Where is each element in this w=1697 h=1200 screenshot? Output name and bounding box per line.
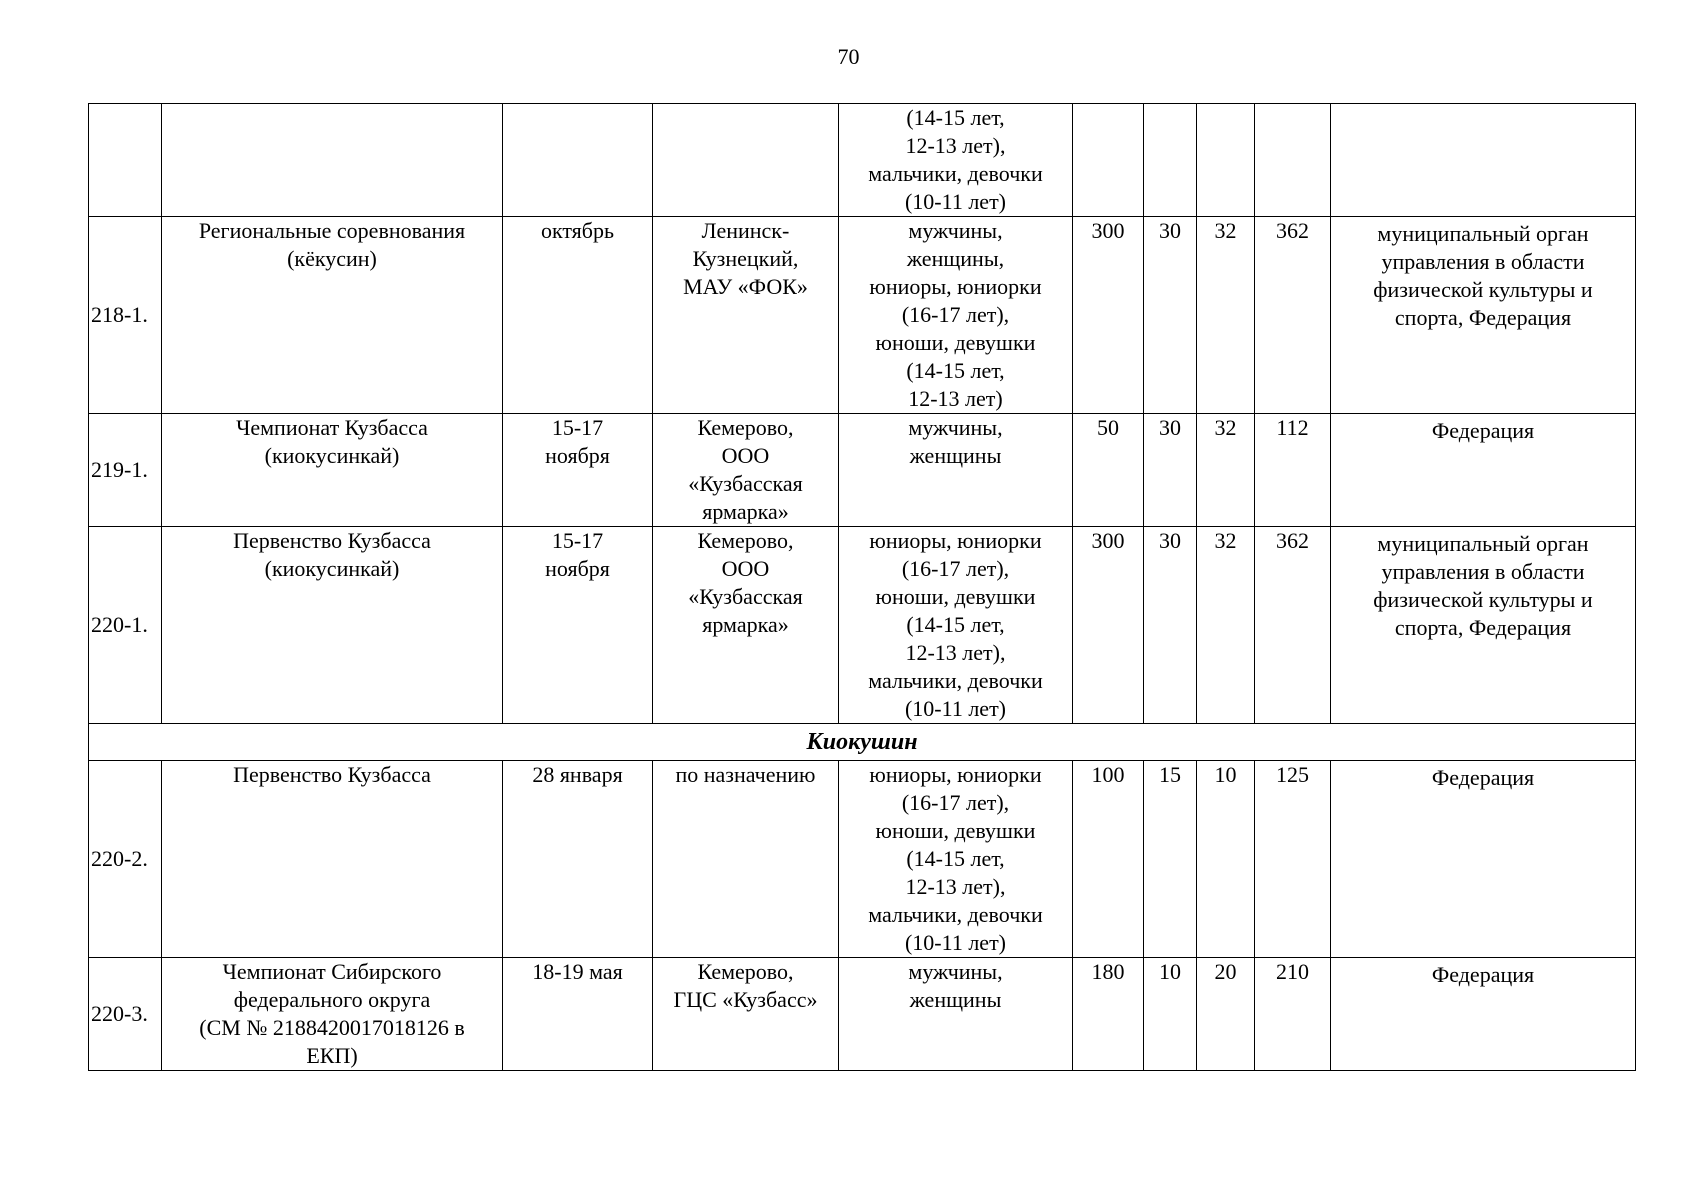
count-total: 362 [1255,527,1331,724]
event-date: октябрь [503,217,653,414]
count-cell: 100 [1073,761,1144,958]
event-participants: мужчины, женщины [839,414,1073,527]
count-total [1255,104,1331,217]
table-row [89,414,1636,527]
event-date: 28 января [503,761,653,958]
count-cell: 300 [1073,527,1144,724]
count-cell [1197,104,1255,217]
event-organizer: Федерация [1331,761,1636,958]
count-cell: 50 [1073,414,1144,527]
event-organizer: муниципальный орган управления в области физической культуры и спорта, Федерация [1331,217,1636,414]
count-cell: 32 [1197,527,1255,724]
row-number: 220-1. [89,527,162,724]
event-place: Кемерово, ГЦС «Кузбасс» [653,958,839,1071]
count-cell: 30 [1144,217,1197,414]
count-total: 112 [1255,414,1331,527]
count-cell: 30 [1144,414,1197,527]
count-cell: 20 [1197,958,1255,1071]
count-cell: 10 [1144,958,1197,1071]
count-cell: 32 [1197,414,1255,527]
event-date: 18-19 мая [503,958,653,1071]
event-organizer: Федерация [1331,958,1636,1071]
event-name: Чемпионат Сибирского федерального округа (СМ № 2188420017018126 в ЕКП) [162,958,503,1071]
event-place [653,104,839,217]
event-name: Первенство Кузбасса [162,761,503,958]
table-row [89,217,1636,414]
count-cell [1144,104,1197,217]
count-cell: 180 [1073,958,1144,1071]
event-name: Региональные соревнования (кёкусин) [162,217,503,414]
event-organizer [1331,104,1636,217]
event-participants: мужчины, женщины, юниоры, юниорки (16-17 лет), юноши, девушки (14-15 лет, 12-13 лет) [839,217,1073,414]
row-number: 220-3. [89,958,162,1071]
event-participants: юниоры, юниорки (16-17 лет), юноши, девушки (14-15 лет, 12-13 лет), мальчики, девочки (10-11 лет) [839,527,1073,724]
count-cell: 300 [1073,217,1144,414]
page-number: 70 [837,44,860,69]
count-total: 125 [1255,761,1331,958]
event-place: Кемерово, ООО «Кузбасская ярмарка» [653,414,839,527]
count-total: 210 [1255,958,1331,1071]
event-name: Чемпионат Кузбасса (киокусинкай) [162,414,503,527]
section-title: Киокушин [89,724,1636,761]
events-table [88,103,1636,1071]
row-number: 218-1. [89,217,162,414]
section-row [89,724,1636,761]
event-name [162,104,503,217]
event-participants: юниоры, юниорки (16-17 лет), юноши, девушки (14-15 лет, 12-13 лет), мальчики, девочки (10-11 лет) [839,761,1073,958]
event-date [503,104,653,217]
count-cell: 15 [1144,761,1197,958]
event-organizer: Федерация [1331,414,1636,527]
count-cell: 30 [1144,527,1197,724]
event-participants: (14-15 лет, 12-13 лет), мальчики, девочки (10-11 лет) [839,104,1073,217]
count-cell: 10 [1197,761,1255,958]
table-row [89,958,1636,1071]
event-participants: мужчины, женщины [839,958,1073,1071]
row-number: 220-2. [89,761,162,958]
event-date: 15-17 ноября [503,527,653,724]
count-cell [1073,104,1144,217]
count-cell: 32 [1197,217,1255,414]
event-place: Ленинск- Кузнецкий, МАУ «ФОК» [653,217,839,414]
count-total: 362 [1255,217,1331,414]
table-row [89,761,1636,958]
event-organizer: муниципальный орган управления в области физической культуры и спорта, Федерация [1331,527,1636,724]
table-row [89,104,1636,217]
row-number: 219-1. [89,414,162,527]
event-place: по назначению [653,761,839,958]
table-row [89,527,1636,724]
event-name: Первенство Кузбасса (киокусинкай) [162,527,503,724]
event-date: 15-17 ноября [503,414,653,527]
event-place: Кемерово, ООО «Кузбасская ярмарка» [653,527,839,724]
row-number [89,104,162,217]
